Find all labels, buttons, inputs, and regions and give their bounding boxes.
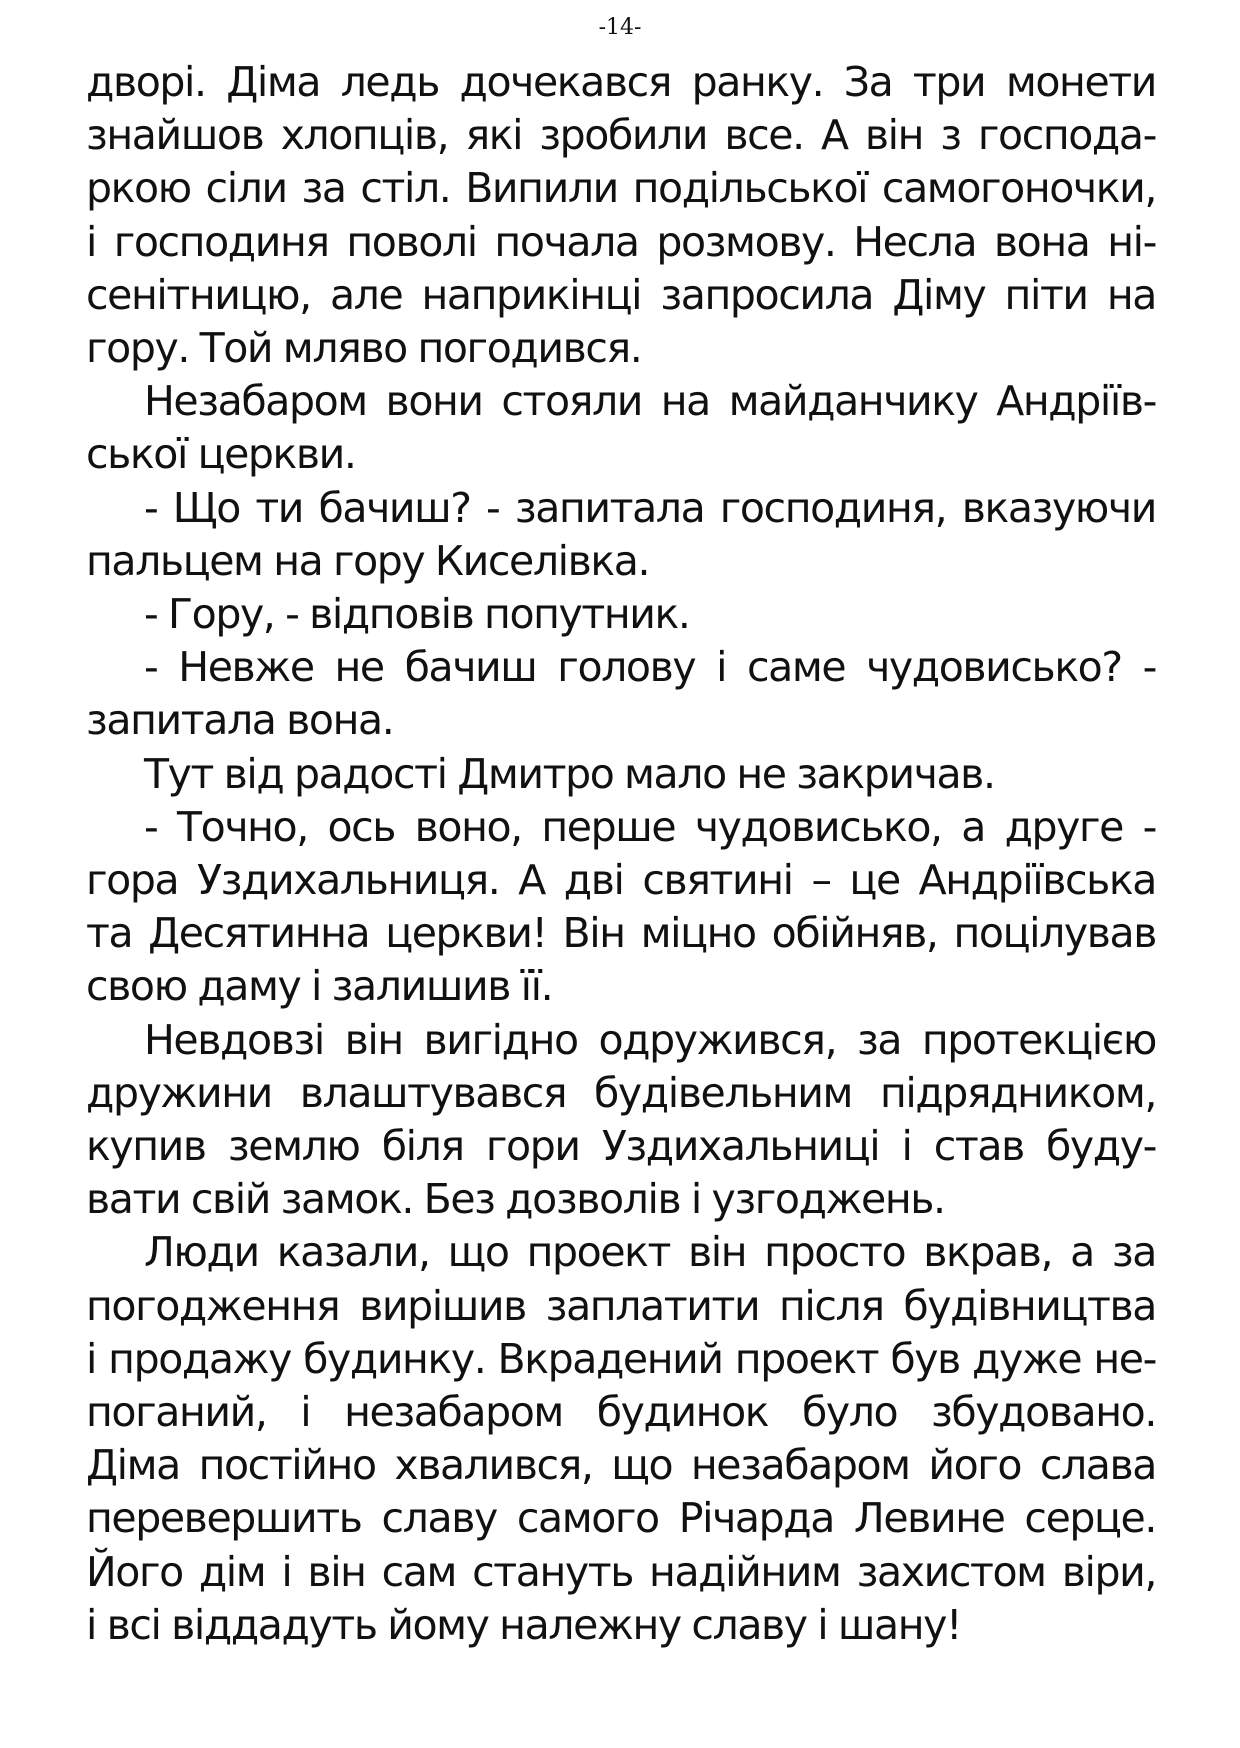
text-line: знайшов хлопців, які зробили все. А він з господа- bbox=[86, 111, 1156, 160]
text-line: купив землю біля гори Уздихальниці і став буду- bbox=[86, 1122, 1156, 1171]
text-line: - Точно, ось воно, перше чудовисько, а друге - bbox=[144, 802, 1156, 851]
text-line: ркою сіли за стіл. Випили подільської самогоночки, bbox=[86, 164, 1156, 213]
text-line: перевершить славу самого Річарда Левине серце. bbox=[86, 1494, 1156, 1543]
text-line: свою даму і залишив її. bbox=[86, 962, 553, 1011]
text-line: і продажу будинку. Вкрадений проект був дуже не- bbox=[86, 1334, 1156, 1383]
text-line: ської церкви. bbox=[86, 430, 356, 479]
text-line: - Невже не бачиш голову і саме чудовисько? - bbox=[144, 643, 1156, 692]
text-line: пальцем на гору Киселівка. bbox=[86, 536, 650, 585]
text-line: - Гору, - відповів попутник. bbox=[144, 590, 690, 639]
text-line: і господиня поволі почала розмову. Несла вона ні- bbox=[86, 217, 1156, 266]
text-line: - Що ти бачиш? - запитала господиня, вказуючи bbox=[144, 483, 1156, 532]
text-line: погодження вирішив заплатити після будівництва bbox=[86, 1281, 1156, 1330]
text-line: і всі віддадуть йому належну славу і шану! bbox=[86, 1600, 962, 1649]
page-number: -14- bbox=[598, 15, 642, 40]
text-line: Незабаром вони стояли на майданчику Андріїв- bbox=[144, 377, 1156, 426]
text-line: поганий, і незабаром будинок було збудовано. bbox=[86, 1388, 1156, 1437]
text-line: сенітницю, але наприкінці запросила Діму піти на bbox=[86, 270, 1156, 319]
text-line: та Десятинна церкви! Він міцно обійняв, поцілував bbox=[86, 909, 1156, 958]
text-line: дворі. Діма ледь дочекався ранку. За три монети bbox=[86, 58, 1156, 106]
text-line: Діма постійно хвалився, що незабаром його слава bbox=[86, 1441, 1156, 1490]
text-line: Люди казали, що проект він просто вкрав, а за bbox=[144, 1228, 1156, 1277]
text-line: гора Уздихальниця. А дві святині – це Андріївська bbox=[86, 856, 1156, 905]
text-line: Тут від радості Дмитро мало не закричав. bbox=[144, 749, 995, 798]
text-line: гору. Той мляво погодився. bbox=[86, 324, 642, 373]
text-line: Його дім і він сам стануть надійним захистом віри, bbox=[86, 1547, 1156, 1596]
text-line: вати свій замок. Без дозволів і узгоджень. bbox=[86, 1175, 945, 1224]
text-line: запитала вона. bbox=[86, 696, 394, 745]
text-line: Невдовзі він вигідно одружився, за протекцією bbox=[144, 1015, 1156, 1064]
text-line: дружини влаштувався будівельним підрядником, bbox=[86, 1068, 1156, 1117]
page-body bbox=[86, 56, 1156, 1652]
